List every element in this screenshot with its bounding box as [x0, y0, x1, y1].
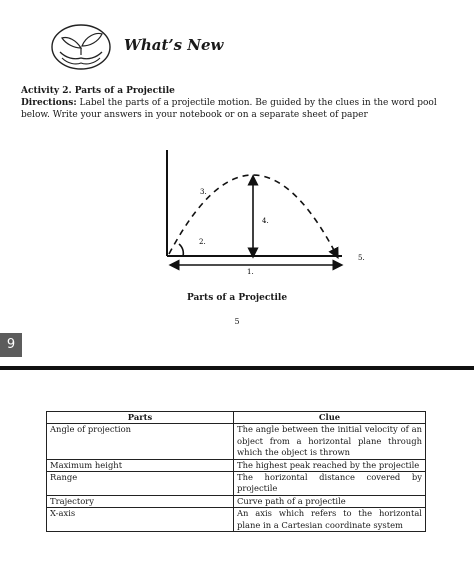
- page-tab: 9: [0, 333, 22, 357]
- section-title: What’s New: [124, 36, 224, 54]
- directions-label: Directions:: [21, 98, 77, 108]
- clue-cell: The horizontal distance covered by projectile: [234, 472, 426, 496]
- clue-cell: The highest peak reached by the projectile: [234, 459, 426, 471]
- activity-title: Activity 2. Parts of a Projectile: [21, 86, 175, 96]
- part-cell: Maximum height: [47, 459, 234, 471]
- table-row: [47, 495, 426, 507]
- hands-holding-plant-icon: [50, 22, 112, 72]
- page-number: 5: [234, 317, 240, 326]
- part-cell: Angle of projection: [47, 424, 234, 459]
- label-4: 4.: [262, 217, 269, 225]
- clue-cell: An axis which refers to the horizontal plane in a Cartesian coordinate system: [234, 508, 426, 532]
- table-row: [47, 459, 426, 471]
- projectile-diagram: [150, 140, 380, 280]
- clue-cell: The angle between the initial velocity of an object from a horizontal plane through which the object is thrown: [234, 424, 426, 459]
- directions-text: Label the parts of a projectile motion. Be guided by the clues in the word pool below. Write your answers in your notebook or on a separate sheet of paper: [21, 98, 437, 120]
- label-2: 2.: [199, 238, 206, 246]
- label-3: 3.: [200, 188, 207, 196]
- directions: [21, 98, 441, 121]
- table-header-row: [47, 412, 426, 424]
- label-1: 1.: [247, 268, 254, 276]
- column-header-parts: Parts: [47, 412, 234, 424]
- column-header-clue: Clue: [234, 412, 426, 424]
- part-cell: Range: [47, 472, 234, 496]
- page-divider: [0, 366, 474, 370]
- parts-clue-table: [46, 411, 426, 532]
- part-cell: Trajectory: [47, 495, 234, 507]
- table-row: [47, 472, 426, 496]
- table-row: [47, 424, 426, 459]
- diagram-caption: Parts of a Projectile: [186, 293, 288, 303]
- label-5: 5.: [358, 254, 365, 262]
- clue-cell: Curve path of a projectile: [234, 495, 426, 507]
- part-cell: X-axis: [47, 508, 234, 532]
- angle-arc: [179, 244, 183, 256]
- table-row: [47, 508, 426, 532]
